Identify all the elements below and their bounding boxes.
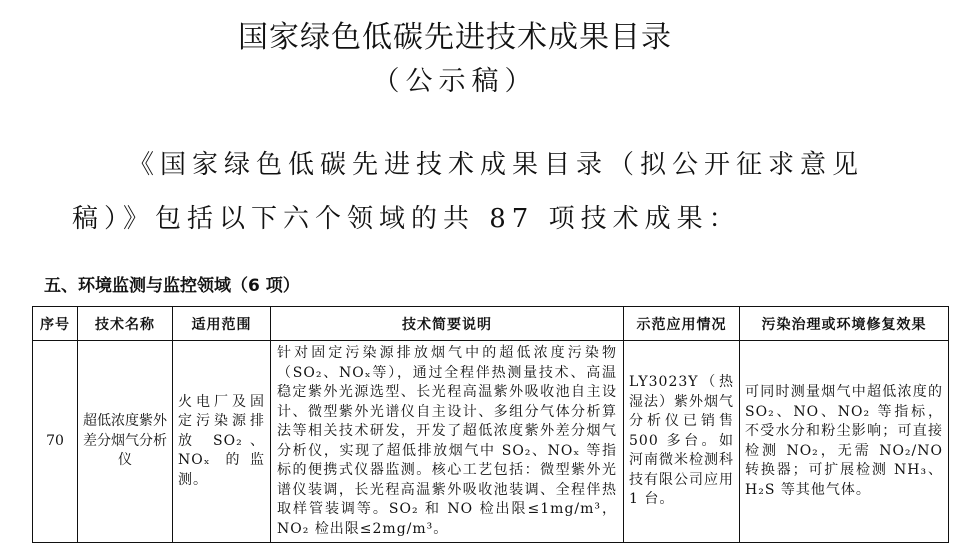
table-header-row bbox=[33, 307, 949, 341]
cell-effect: 可同时测量烟气中超低浓度的 SO₂、NO、NO₂ 等指标，不受水分和粉尘影响；可直接检测 NO₂，无需 NO₂/NO 转换器；可扩展检测 NH₃、H₂S 等其他气体。 bbox=[740, 341, 949, 543]
column-header-effect: 污染治理或环境修复效果 bbox=[740, 307, 949, 341]
cell-no: 70 bbox=[33, 341, 78, 543]
intro-line-1: 《国家绿色低碳先进技术成果目录（拟公开征求意见 bbox=[128, 150, 865, 180]
cell-description: 针对固定污染源排放烟气中的超低浓度污染物（SO₂、NOₓ等），通过全程伴热测量技术、高温稳定紫外光源选型、长光程高温紫外吸收池自主设计、微型紫外光谱仪自主设计、多组分气体分析算法等相关技术研发，开发了超低浓度紫外差分烟气分析仪，实现了超低排放烟气中 SO₂、NOₓ 等指标的便携式仪器监测。核心工艺包括：微型紫外光谱仪装调，长光程高温紫外吸收池装调、全程伴热取样管装调等。SO₂ 和 NO 检出限≤1mg/m³，NO₂ 检出限≤2mg/m³。 bbox=[271, 341, 624, 543]
column-header-demo: 示范应用情况 bbox=[624, 307, 740, 341]
cell-scope: 火电厂及固定污染源排放 SO₂、NOₓ 的监测。 bbox=[173, 341, 271, 543]
intro-line-2: 稿）》包括以下六个领域的共 87 项技术成果： bbox=[72, 204, 741, 234]
technology-table bbox=[32, 306, 949, 543]
column-header-description: 技术简要说明 bbox=[271, 307, 624, 341]
column-header-no: 序号 bbox=[33, 307, 78, 341]
column-header-name: 技术名称 bbox=[78, 307, 173, 341]
cell-demo: LY3023Y（热湿法）紫外烟气分析仪已销售 500 多台。如河南微米检测科技有限公司应用 1 台。 bbox=[624, 341, 740, 543]
cell-name: 超低浓度紫外差分烟气分析仪 bbox=[78, 341, 173, 543]
table-row bbox=[33, 341, 949, 543]
section-heading: 五、环境监测与监控领域（6 项） bbox=[44, 276, 300, 296]
page-title: 国家绿色低碳先进技术成果目录 bbox=[238, 20, 672, 55]
page-subtitle: （公示稿） bbox=[372, 66, 538, 97]
intro-paragraph bbox=[72, 138, 872, 246]
column-header-scope: 适用范围 bbox=[173, 307, 271, 341]
